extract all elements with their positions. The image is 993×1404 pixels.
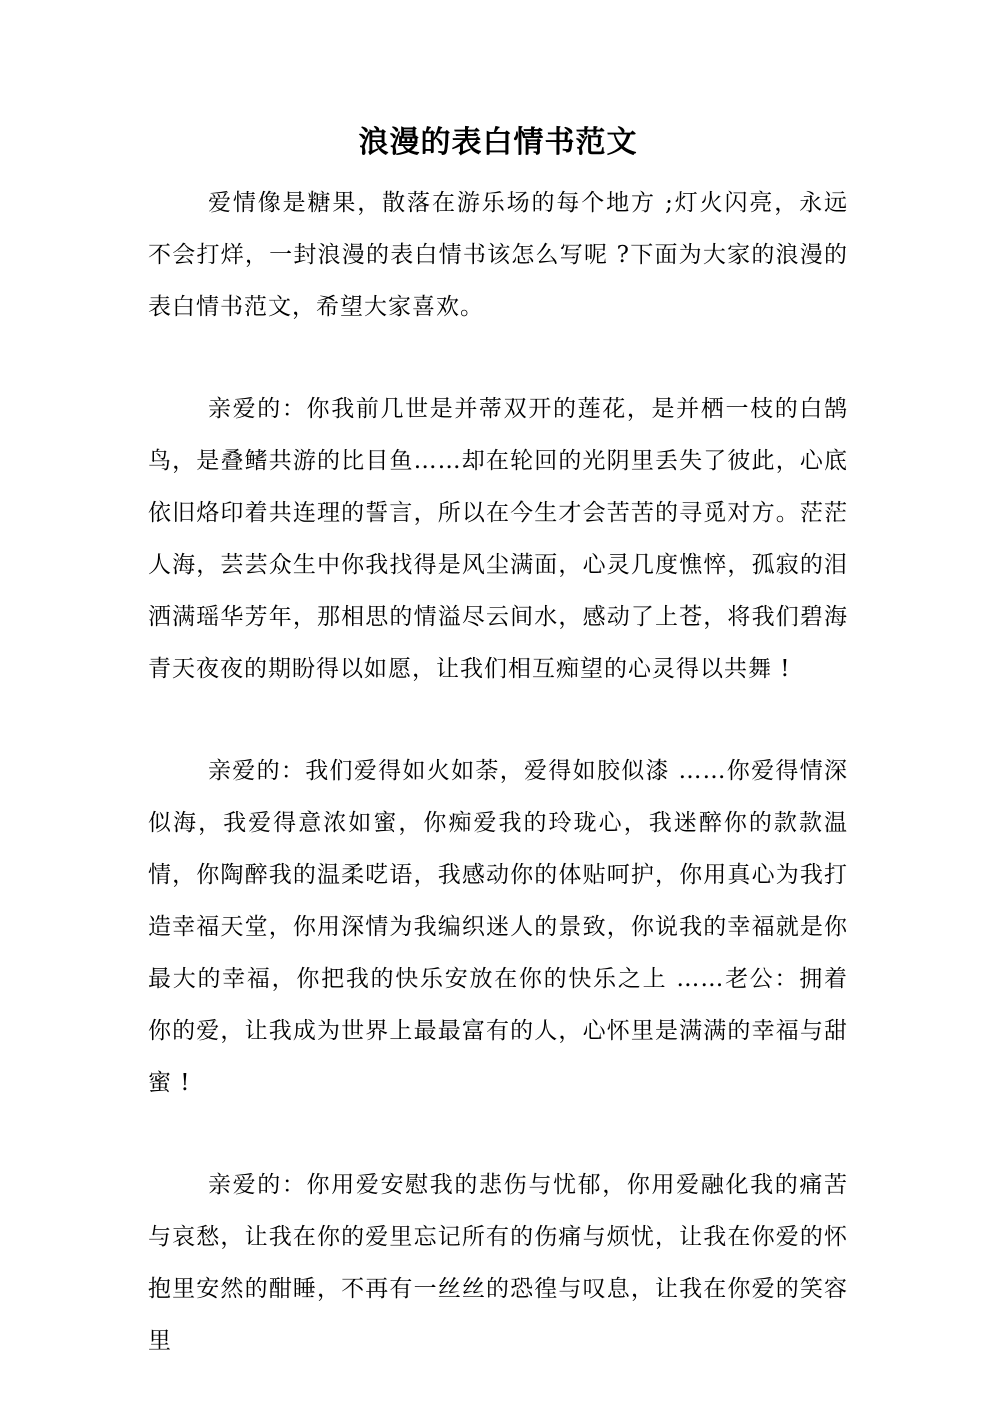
paragraph-love-letter-1: 亲爱的：你我前几世是并蒂双开的莲花，是并栖一枝的白鹄鸟，是叠鳍共游的比目鱼……却在轮回的光阴里丢失了彼此，心底依旧烙印着共连理的誓言，所以在今生才会苦苦的寻觅对方。茫茫人海，芸芸众生中你我找得是风尘满面，心灵几度憔悴，孤寂的泪洒满瑶华芳年，那相思的情溢尽云间水，感动了上苍，将我们碧海青天夜夜的期盼得以如愿，让我们相互痴望的心灵得以共舞 ! xyxy=(148,396,848,682)
document-title: 浪漫的表白情书范文 xyxy=(358,125,638,160)
document-content xyxy=(148,0,848,1367)
paragraph-intro: 爱情像是糖果，散落在游乐场的每个地方 ;灯火闪亮，永远不会打烊，一封浪漫的表白情书该怎么写呢 ?下面为大家的浪漫的表白情书范文，希望大家喜欢。 xyxy=(148,190,848,320)
paragraph-love-letter-2: 亲爱的：我们爱得如火如荼，爱得如胶似漆 ……你爱得情深似海，我爱得意浓如蜜，你痴爱我的玲珑心，我迷醉你的款款温情，你陶醉我的温柔呓语，我感动你的体贴呵护，你用真心为我打造幸福天堂，你用深情为我编织迷人的景致，你说我的幸福就是你最大的幸福，你把我的快乐安放在你的快乐之上 ……老公：拥着你的爱，让我成为世界上最最富有的人，心怀里是满满的幸福与甜蜜 ! xyxy=(148,758,848,1096)
paragraph-love-letter-3: 亲爱的：你用爱安慰我的悲伤与忧郁，你用爱融化我的痛苦与哀愁，让我在你的爱里忘记所有的伤痛与烦忧，让我在你爱的怀抱里安然的酣睡，不再有一丝丝的恐徨与叹息，让我在你爱的笑容里 xyxy=(148,1172,848,1354)
